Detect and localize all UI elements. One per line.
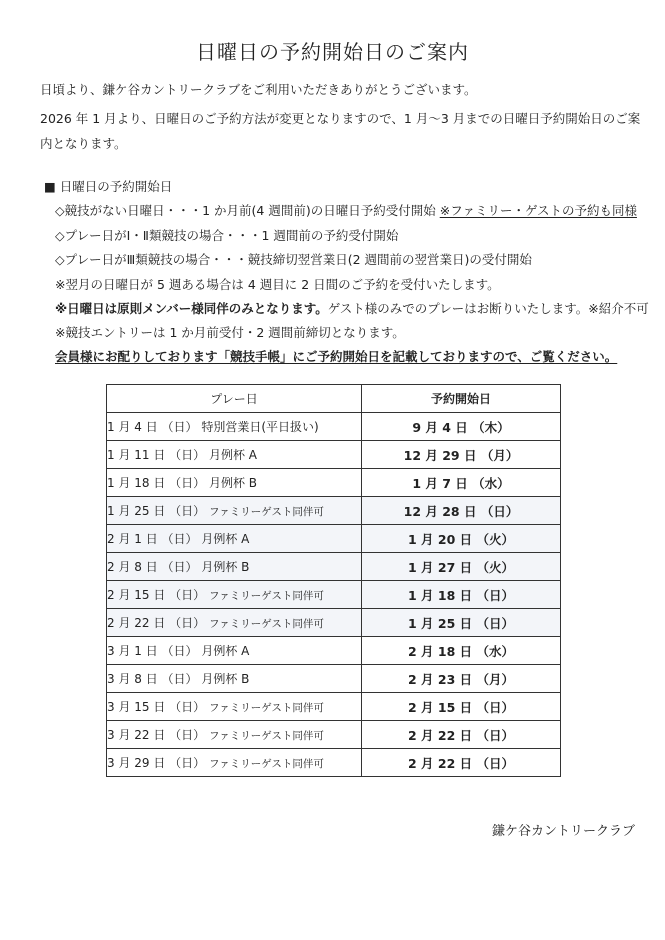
table-row: [107, 441, 561, 469]
play-date-description: 特別営業日(平日扱い): [201, 420, 319, 434]
rule-class-1-2: ◇プレー日がⅠ・Ⅱ類競技の場合・・・1 週間前の予約受付開始: [55, 228, 399, 243]
reservation-start-cell: 1 月 18 日 （日）: [362, 581, 561, 609]
play-date-description: ファミリーゲスト同伴可: [208, 590, 324, 602]
reservation-start-cell: 2 月 22 日 （日）: [362, 749, 561, 777]
play-date: 3 月 15 日 （日）: [107, 700, 209, 714]
play-date-cell: [107, 693, 362, 721]
play-date-cell: [107, 441, 362, 469]
reservation-start-cell: 2 月 22 日 （日）: [362, 721, 561, 749]
play-date: 3 月 1 日 （日）: [107, 644, 202, 658]
play-date: 3 月 22 日 （日）: [107, 728, 209, 742]
play-date-description: 月例杯 A: [201, 644, 250, 658]
reservation-start-cell: 12 月 28 日 （日）: [362, 497, 561, 525]
rule-no-competition: [55, 203, 637, 219]
play-date: 2 月 22 日 （日）: [107, 616, 209, 630]
play-date: 2 月 15 日 （日）: [107, 588, 209, 602]
play-date-cell: [107, 637, 362, 665]
reservation-start-cell: 1 月 27 日 （火）: [362, 553, 561, 581]
table-row: [107, 749, 561, 777]
play-date: 1 月 25 日 （日）: [107, 504, 209, 518]
play-date-description: ファミリーゲスト同伴可: [208, 506, 324, 518]
note-member-accompany-rest: ゲスト様のみでのプレーはお断りいたします。※紹介不可: [327, 301, 649, 316]
play-date: 2 月 8 日 （日）: [107, 560, 202, 574]
rule-class-3: ◇プレー日がⅢ類競技の場合・・・競技締切翌営業日(2 週間前の翌営業日)の受付開始: [55, 252, 532, 267]
table-row: [107, 581, 561, 609]
play-date-description: 月例杯 A: [201, 532, 250, 546]
play-date: 3 月 8 日 （日）: [107, 672, 202, 686]
reservation-start-cell: 1 月 25 日 （日）: [362, 609, 561, 637]
note-five-sundays: ※翌月の日曜日が 5 週ある場合は 4 週目に 2 日間のご予約を受付いたします。: [55, 277, 500, 292]
play-date-description: 月例杯 B: [208, 476, 258, 490]
play-date-description: 月例杯 B: [201, 560, 250, 574]
table-row: [107, 553, 561, 581]
table-row: [107, 721, 561, 749]
header-reservation-start: 予約開始日: [362, 385, 561, 413]
play-date-description: ファミリーゲスト同伴可: [208, 758, 324, 770]
play-date-cell: [107, 721, 362, 749]
table-row: [107, 413, 561, 441]
note-entry-deadline: ※競技エントリーは 1 か月前受付・2 週間前締切となります。: [55, 325, 405, 340]
header-play-date: プレー日: [107, 385, 362, 413]
play-date-cell: [107, 609, 362, 637]
reservation-start-cell: 12 月 29 日 （月）: [362, 441, 561, 469]
play-date-description: 月例杯 A: [208, 448, 258, 462]
intro-line-2: 2026 年 1 月より、日曜日のご予約方法が変更となりますので、1 月～3 月までの日曜日予約開始日のご案: [40, 111, 641, 126]
play-date-cell: [107, 469, 362, 497]
table-header-row: [107, 385, 561, 413]
play-date: 1 月 4 日 （日）: [107, 420, 202, 434]
table-row: [107, 637, 561, 665]
play-date-description: ファミリーゲスト同伴可: [208, 702, 324, 714]
callout-competition-handbook: 会員様にお配りしております「競技手帳」にご予約開始日を記載しておりますので、ご覧ください。: [55, 349, 618, 364]
play-date-cell: [107, 497, 362, 525]
play-date-description: ファミリーゲスト同伴可: [208, 730, 324, 742]
table-row: [107, 665, 561, 693]
table-row: [107, 525, 561, 553]
table-row: [107, 469, 561, 497]
rule-family-guest-note: ※ファミリー・ゲストの予約も同様: [439, 203, 637, 218]
play-date-description: 月例杯 B: [201, 672, 250, 686]
play-date: 3 月 29 日 （日）: [107, 756, 209, 770]
play-date: 2 月 1 日 （日）: [107, 532, 202, 546]
section-heading: ■ 日曜日の予約開始日: [44, 179, 173, 194]
document-title: 日曜日の予約開始日のご案内: [196, 40, 469, 64]
play-date-cell: [107, 413, 362, 441]
club-name-footer: 鎌ケ谷カントリークラブ: [492, 824, 636, 839]
reservation-start-cell: 1 月 20 日 （火）: [362, 525, 561, 553]
intro-line-3: 内となります。: [40, 136, 127, 151]
reservation-schedule-table: [106, 384, 561, 777]
note-member-accompany: [55, 301, 649, 317]
play-date-cell: [107, 749, 362, 777]
note-member-accompany-bold: ※日曜日は原則メンバー様同伴のみとなります。: [55, 301, 328, 316]
play-date-cell: [107, 525, 362, 553]
play-date: 1 月 18 日 （日）: [107, 476, 209, 490]
reservation-start-cell: 9 月 4 日 （木）: [362, 413, 561, 441]
reservation-start-cell: 2 月 18 日 （水）: [362, 637, 561, 665]
table-row: [107, 609, 561, 637]
reservation-start-cell: 2 月 23 日 （月）: [362, 665, 561, 693]
rule-no-competition-text: ◇競技がない日曜日・・・1 か月前(4 週間前)の日曜日予約受付開始: [55, 203, 436, 218]
table-row: [107, 693, 561, 721]
reservation-start-cell: 2 月 15 日 （日）: [362, 693, 561, 721]
intro-line-1: 日頃より、鎌ケ谷カントリークラブをご利用いただきありがとうございます。: [40, 82, 477, 97]
play-date-cell: [107, 581, 362, 609]
table-row: [107, 497, 561, 525]
reservation-start-cell: 1 月 7 日 （水）: [362, 469, 561, 497]
play-date-cell: [107, 665, 362, 693]
play-date: 1 月 11 日 （日）: [107, 448, 209, 462]
play-date-description: ファミリーゲスト同伴可: [208, 618, 324, 630]
play-date-cell: [107, 553, 362, 581]
